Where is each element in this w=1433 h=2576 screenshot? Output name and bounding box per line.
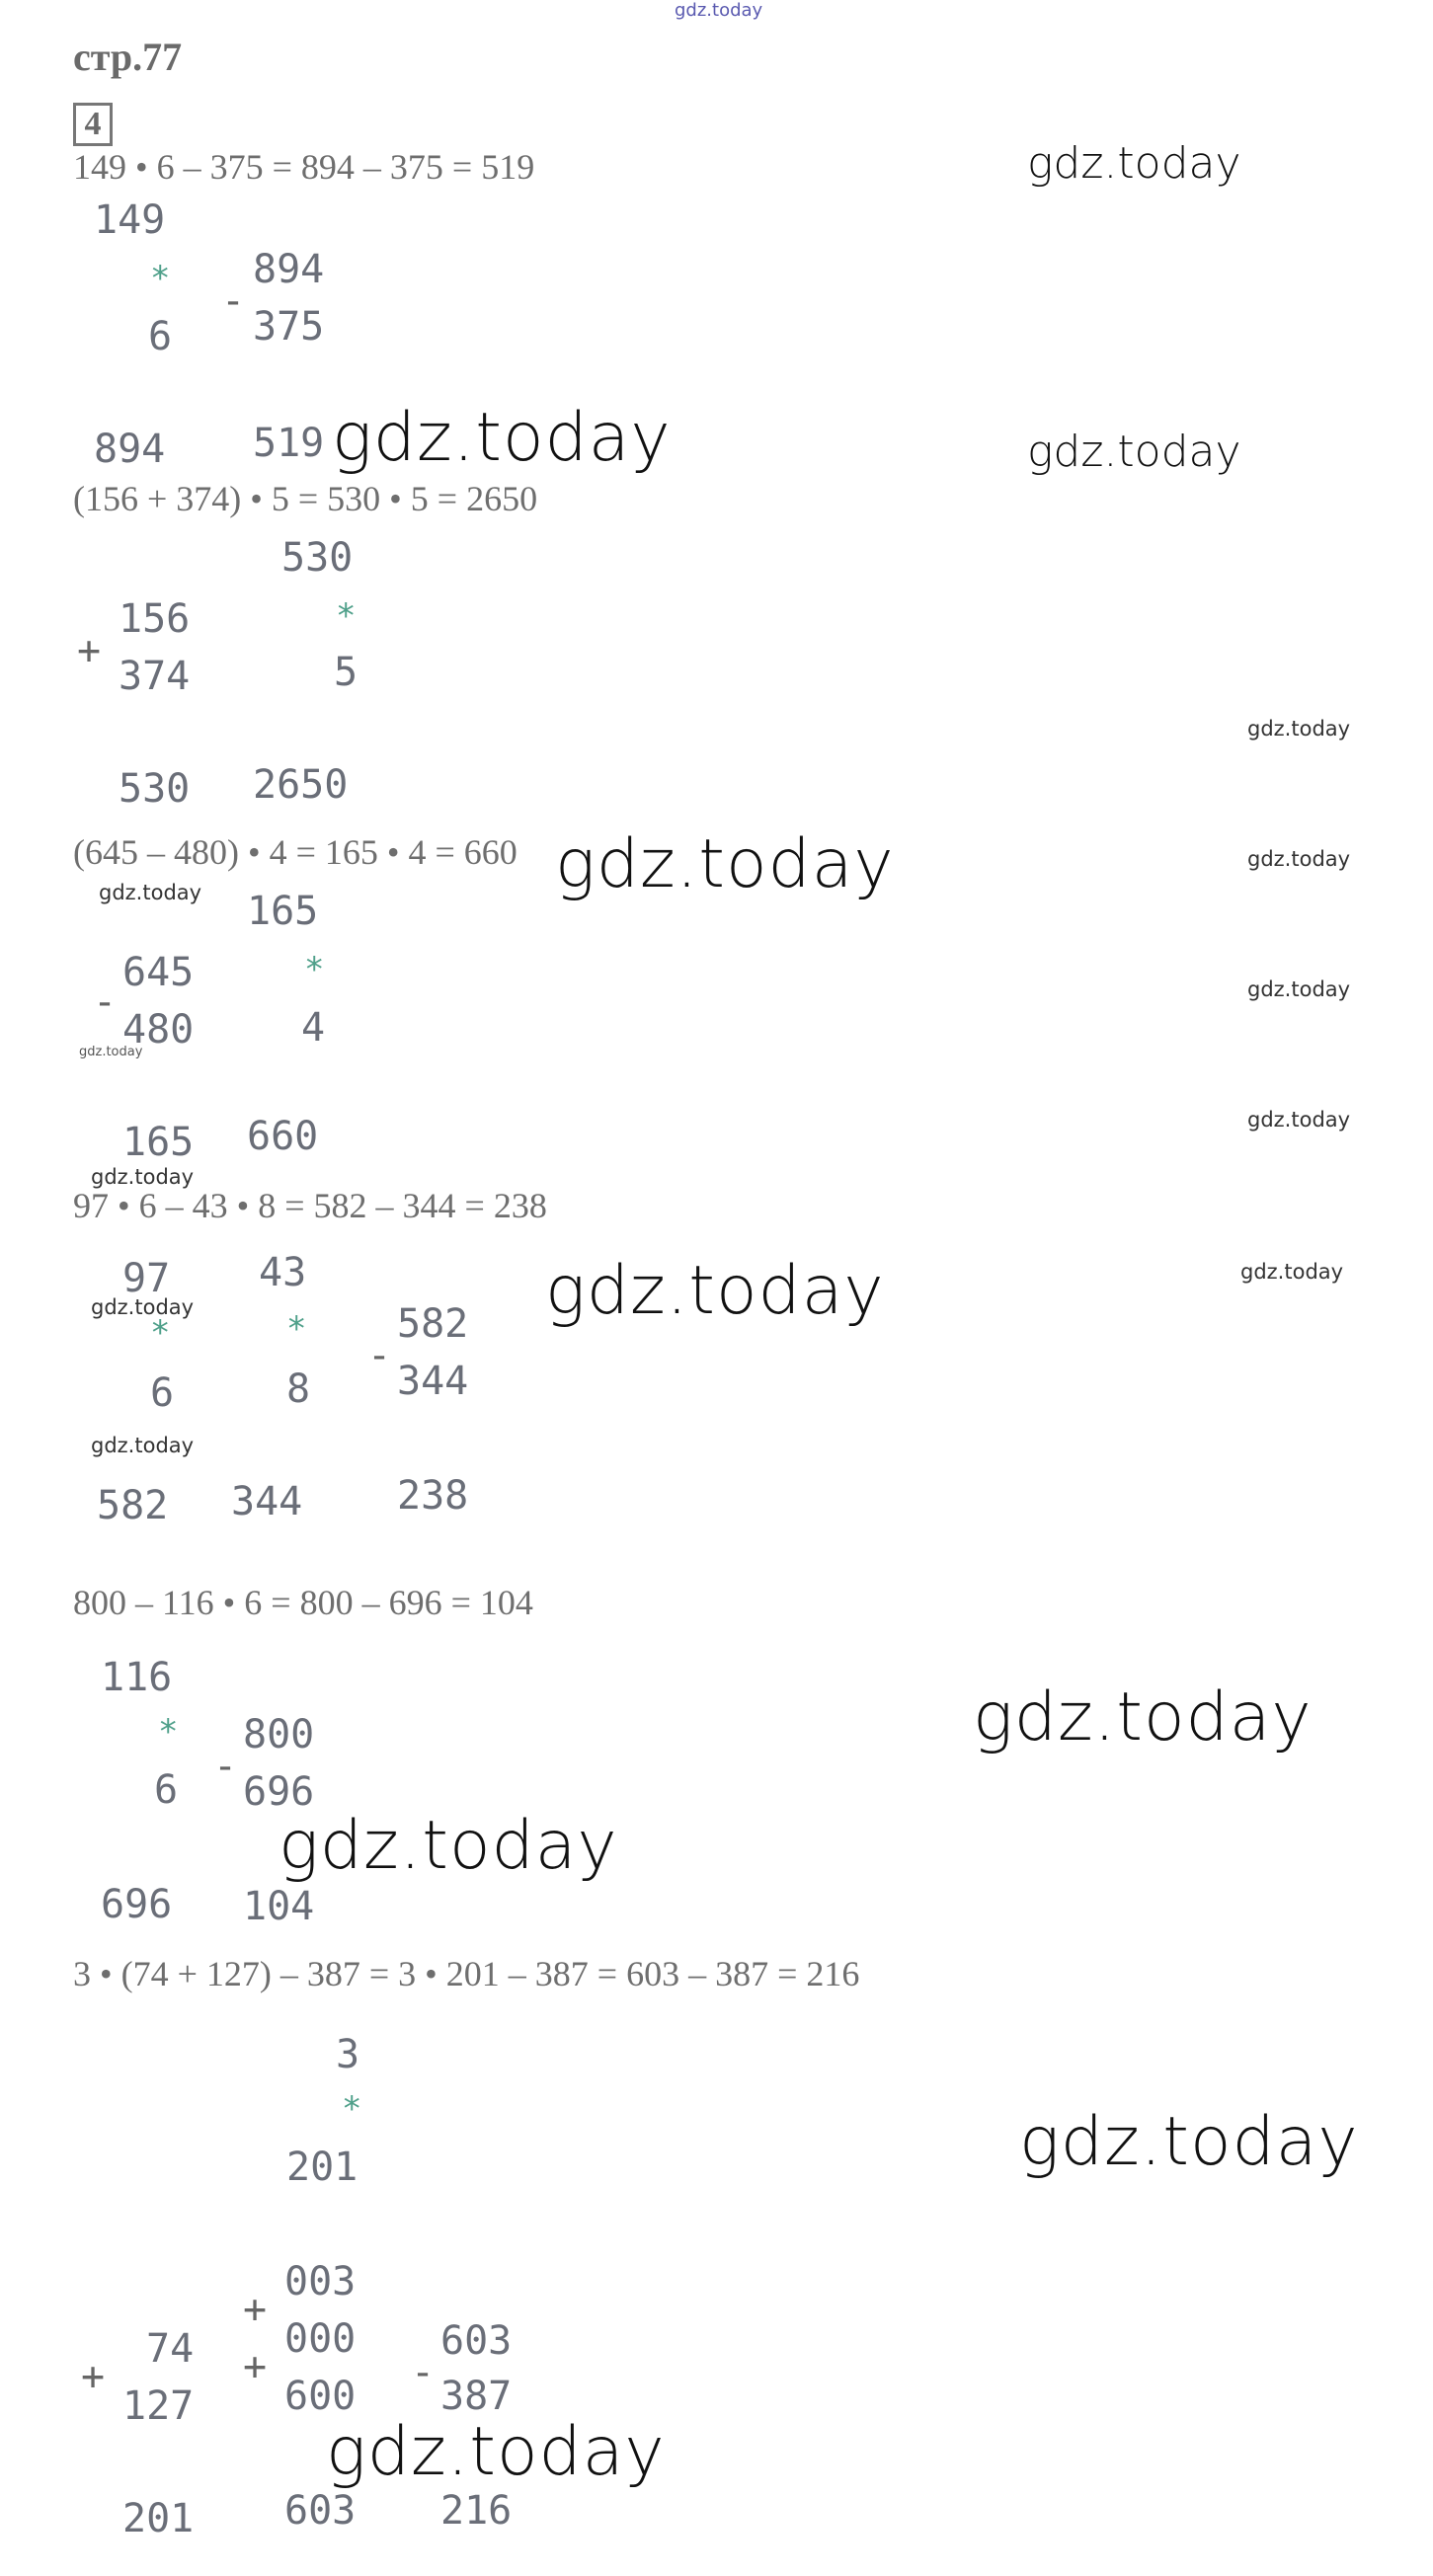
b4-mul2-result: 344 <box>231 1479 303 1524</box>
b6-mul-bottom: 201 <box>286 2145 358 2190</box>
b3-mul-sign: * <box>304 950 325 989</box>
b5-mul-result: 696 <box>101 1882 173 1927</box>
b6-mul-result: 603 <box>284 2488 357 2534</box>
b2-mul-bottom: 5 <box>334 650 358 695</box>
watermark: gdz.today <box>1240 1260 1344 1284</box>
b1-sub-top: 894 <box>253 247 325 292</box>
watermark: gdz.today <box>326 2413 666 2491</box>
b4-mul2-top: 43 <box>259 1250 307 1295</box>
watermark: gdz.today <box>555 825 895 903</box>
page-title: стр.77 <box>73 35 183 79</box>
b2-add-top: 156 <box>119 596 191 642</box>
b3-sub-sign: - <box>93 979 118 1025</box>
watermark: gdz.today <box>91 1295 195 1319</box>
b3-mul-result: 660 <box>247 1114 319 1159</box>
b1-sub-result: 519 <box>253 421 325 466</box>
watermark: gdz.today <box>1247 717 1351 741</box>
watermark: gdz.today <box>279 1807 618 1885</box>
task-number: 4 <box>73 103 113 146</box>
b4-sub-sign: - <box>367 1333 392 1378</box>
b5-sub-result: 104 <box>243 1884 315 1929</box>
watermark: gdz.today <box>91 1434 195 1457</box>
equation-1: 149 • 6 – 375 = 894 – 375 = 519 <box>73 147 535 187</box>
b4-mul2-bottom: 8 <box>286 1366 311 1412</box>
b6-partial-1: 003 <box>284 2259 357 2304</box>
b6-add-sign: + <box>81 2354 106 2399</box>
b6-sub-result: 216 <box>440 2488 513 2534</box>
b1-sub-bottom: 375 <box>253 304 325 350</box>
b3-sub-bottom: 480 <box>122 1007 195 1053</box>
b6-mul-sign: * <box>342 2089 362 2129</box>
watermark: gdz.today <box>91 1165 195 1189</box>
watermark: gdz.today <box>1027 427 1241 477</box>
watermark: gdz.today <box>332 399 672 477</box>
watermark: gdz.today <box>79 1045 143 1059</box>
b3-sub-top: 645 <box>122 950 195 995</box>
b6-add-result: 201 <box>122 2496 195 2541</box>
b2-mul-result: 2650 <box>253 762 349 808</box>
b2-add-bottom: 374 <box>119 654 191 699</box>
b6-sub-sign: - <box>411 2350 436 2395</box>
b6-partial-2: 000 <box>284 2316 357 2362</box>
b5-sub-top: 800 <box>243 1712 315 1757</box>
equation-3: (645 – 480) • 4 = 165 • 4 = 660 <box>73 832 517 872</box>
b4-mul1-sign: * <box>150 1313 171 1353</box>
equation-5: 800 – 116 • 6 = 800 – 696 = 104 <box>73 1583 533 1622</box>
watermark: gdz.today <box>973 1678 1313 1756</box>
b4-mul1-result: 582 <box>97 1483 169 1528</box>
b6-sub-top: 603 <box>440 2318 513 2364</box>
b1-sub-sign: - <box>221 278 246 324</box>
b2-mul-sign: * <box>336 596 357 636</box>
equation-2: (156 + 374) • 5 = 530 • 5 = 2650 <box>73 479 538 518</box>
b1-mul-sign: * <box>150 259 171 298</box>
b6-add-top: 74 <box>146 2326 195 2372</box>
b5-mul-bottom: 6 <box>154 1767 179 1813</box>
watermark: gdz.today <box>1027 138 1241 189</box>
equation-4: 97 • 6 – 43 • 8 = 582 – 344 = 238 <box>73 1186 547 1225</box>
b6-sub-bottom: 387 <box>440 2374 513 2419</box>
watermark: gdz.today <box>1019 2103 1359 2181</box>
b6-mul-top: 3 <box>336 2032 360 2077</box>
b3-sub-result: 165 <box>122 1120 195 1165</box>
b3-mul-bottom: 4 <box>301 1005 326 1051</box>
b5-sub-sign: - <box>213 1744 238 1789</box>
site-label: gdz.today <box>675 0 763 21</box>
b4-mul1-top: 97 <box>122 1256 171 1301</box>
watermark: gdz.today <box>99 881 202 904</box>
b6-add-sign-2: + <box>243 2344 268 2389</box>
b3-mul-top: 165 <box>247 889 319 934</box>
b5-mul-sign: * <box>158 1712 179 1752</box>
b5-mul-top: 116 <box>101 1655 173 1700</box>
b6-add-bottom: 127 <box>122 2383 195 2429</box>
b1-mul-bottom: 6 <box>148 314 173 359</box>
b4-sub-bottom: 344 <box>397 1359 469 1404</box>
watermark: gdz.today <box>1247 1108 1351 1132</box>
b4-mul1-bottom: 6 <box>150 1370 175 1416</box>
b2-add-sign: + <box>77 628 102 673</box>
b6-add-sign-1: + <box>243 2287 268 2332</box>
b4-sub-top: 582 <box>397 1301 469 1347</box>
equation-6: 3 • (74 + 127) – 387 = 3 • 201 – 387 = 603 – 387 = 216 <box>73 1954 860 1993</box>
watermark: gdz.today <box>545 1252 885 1330</box>
b4-mul2-sign: * <box>286 1309 307 1349</box>
b4-sub-result: 238 <box>397 1473 469 1519</box>
watermark: gdz.today <box>1247 847 1351 871</box>
b1-mul-top: 149 <box>94 197 166 243</box>
b6-partial-3: 600 <box>284 2374 357 2419</box>
b5-sub-bottom: 696 <box>243 1769 315 1815</box>
watermark: gdz.today <box>1247 977 1351 1001</box>
b2-add-result: 530 <box>119 766 191 812</box>
b2-mul-top: 530 <box>281 535 354 581</box>
b1-mul-result: 894 <box>94 427 166 472</box>
